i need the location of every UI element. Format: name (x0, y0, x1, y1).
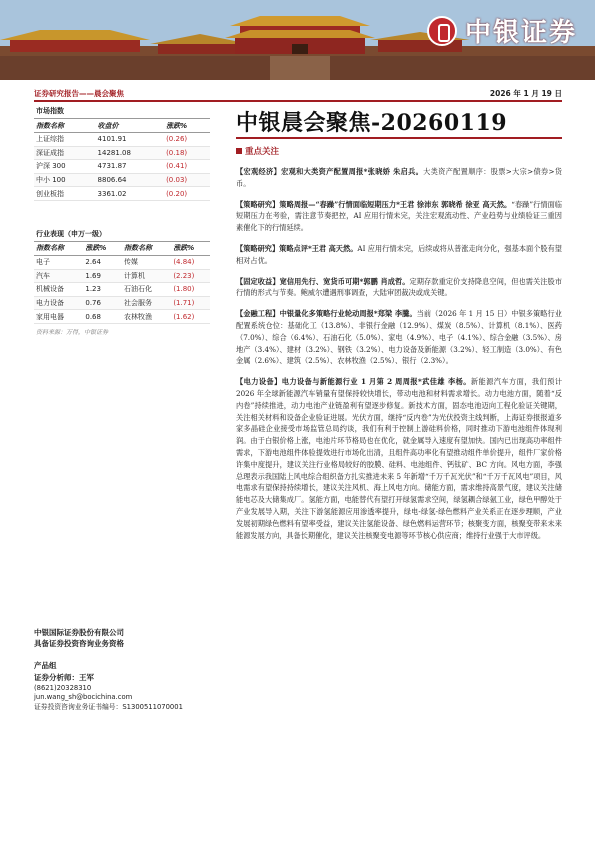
table-row (34, 133, 210, 147)
index-change: (0.20) (164, 187, 210, 201)
brand (427, 12, 577, 49)
product-group: 产品组 (34, 661, 57, 670)
table-row (34, 187, 210, 201)
industry-name: 电子 (34, 255, 83, 269)
market-index-table (34, 119, 210, 201)
item-lead[interactable]: 策略点评*王君 高天然。 (279, 243, 358, 253)
analyst-info (34, 673, 224, 712)
industry-change: 2.64 (83, 255, 122, 269)
item-body: 当前（2026 年 1 月 15 日）中银多策略行业配置系统仓位：基础化工（13.8%）、非银行金融（12.9%）、煤炭（8.5%）、计算机（8.1%）、医药（7.0%）、综合（6.4%）、石油石化（5.0%）、家电（4.9%）、电子（4.1%）、综合金融（3.5%）、房地产（3.4%）、建材（3.2%）、钢铁（3.2%）、电力设备及新能源（3.2%）、轻工制造（3.0%）、有色金属（2.6%）、建筑（2.5%）、农林牧渔（2.5%）、银行（2.3%）。 (236, 309, 562, 366)
header-banner (0, 0, 595, 80)
list-item (236, 199, 562, 234)
index-close: 14281.08 (96, 146, 165, 160)
index-name: 创业板指 (34, 187, 96, 201)
industry-change: 0.68 (83, 310, 122, 324)
item-tag: 【固定收益】 (236, 276, 280, 286)
report-header (34, 88, 562, 100)
industry-change: 1.23 (83, 283, 122, 297)
list-item (236, 243, 562, 267)
column-header: 涨跌% (171, 242, 210, 256)
column-header: 指数名称 (34, 242, 83, 256)
bank-of-china-logo-icon (427, 16, 457, 46)
index-close: 8806.64 (96, 173, 165, 187)
item-lead[interactable]: 策略周报—“春躁”行情面临短期压力*王君 徐沛东 郭晓希 徐亚 高天然。 (279, 199, 512, 209)
industry-name: 农林牧渔 (122, 310, 171, 324)
analyst-cert: 证券投资咨询业务证书编号：S1300511070001 (34, 702, 183, 711)
item-tag: 【金融工程】 (236, 309, 280, 319)
item-body: “春躁”行情面临短期压力在考验，需注意节奏把控，AI 应用行情未完，关注宏观流动性、产业趋势与业绩验证三重因素催化下的行情延续。 (236, 199, 562, 233)
analyst-email[interactable]: jun.wang_sh@bocichina.com (34, 693, 133, 701)
index-change: (0.03) (164, 173, 210, 187)
index-name: 上证综指 (34, 133, 96, 147)
header-divider (34, 100, 562, 102)
industry-change: 0.76 (83, 296, 122, 310)
column-header: 指数名称 (34, 119, 96, 133)
table-header-row (34, 242, 210, 256)
title-divider (236, 137, 562, 139)
index-change: (0.18) (164, 146, 210, 160)
index-close: 4731.87 (96, 160, 165, 174)
report-type: 证券研究报告——晨会聚焦 (34, 89, 124, 98)
table-row (34, 310, 210, 324)
table-row (34, 296, 210, 310)
highlights-list (236, 166, 562, 550)
column-header: 涨跌% (83, 242, 122, 256)
item-tag: 【电力设备】 (236, 377, 282, 387)
list-item (236, 166, 562, 190)
industry-title: 行业表现（申万一级） (34, 227, 210, 242)
industry-change: (4.84) (171, 255, 210, 269)
index-name: 深证成指 (34, 146, 96, 160)
item-tag: 【策略研究】 (236, 243, 280, 253)
item-lead[interactable]: 宏观和大类资产配置周报*张晓娇 朱启兵。 (281, 167, 424, 176)
section-heading (236, 145, 279, 157)
table-row (34, 269, 210, 283)
industry-change: (2.23) (171, 269, 210, 283)
industry-change: (1.80) (171, 283, 210, 297)
index-change: (0.41) (164, 160, 210, 174)
industry-name: 传媒 (122, 255, 171, 269)
index-close: 4101.91 (96, 133, 165, 147)
index-close: 3361.02 (96, 187, 165, 201)
list-item (236, 376, 562, 541)
data-source: 资料来源：万得，中银证券 (36, 328, 109, 336)
industry-table (34, 242, 210, 324)
item-body: AI 应用行情未完，后续或将从普涨走向分化，强基本面个股有望相对占优。 (236, 243, 562, 265)
industry-change: 1.69 (83, 269, 122, 283)
item-lead[interactable]: 电力设备与新能源行业 1 月第 2 周周报*武佳雄 李杨。 (281, 377, 471, 387)
section-title: 重点关注 (245, 147, 280, 157)
item-tag: 【宏观经济】 (236, 167, 282, 176)
analyst-name: 证券分析师：王军 (34, 673, 94, 682)
industry-change: (1.62) (171, 310, 210, 324)
company-name: 中银国际证券股份有限公司 (34, 628, 124, 637)
brand-name: 中银证券 (464, 18, 577, 48)
sidebar (34, 104, 210, 339)
market-index-title: 市场指数 (34, 104, 210, 119)
column-header: 指数名称 (122, 242, 171, 256)
item-body: 新能源汽车方面，我们预计 2026 年全球新能源汽车销量有望保持较快增长，带动电池和材料需求增长。动力电池方面，随着“反内卷”持续推进，动力电池产业链盈利有望逐步修复。新技术方面，固态电池迈向工程化验证关键期，关注相关材料和设备企业验证进展。光伏方面，继持“反内卷”为光伏投资主线判断，上海证券报报道多家多晶硅企业接受市场监管总局约谈，我们有利于控制上游硅料价格，同时推动下游电池组件体现利润。由于白银价格上涨，电池片环节格局也在优化，就金属导入速度有望加快。国内已出现高功率组件需求，下游电池组件体验提效进行市场化出清，且组件高功率化有望推动组件单价提升，组件厂家价格许集中度提升，建议关注行业格局较好的胶膜、硅料、电池组件、钙钛矿、BC 方向。风电方面，李强总理表示我国陆上风电综合组织备方扎实推进未来 5 年新增“千万千瓦光伏”和“千万千瓦风电”项目，风电需求有望保持持续增长，建议关注风机、海上风电方向。储能方面，需求维持高景气度，建议关注储能电芯及大储集成厂。氢能方面，电能替代有望打开绿氢需求空间，绿氢耦合绿氨工业，绿色甲醇处于产业发展导入期，关注下游氢能源应用渗透率提升，绿电-绿氢-绿色燃料产业关系正在逐步理顺，产业发展初期绿色燃料有望率受益，建议关注氢能设备、绿色燃料运营环节；核聚变方面，核聚变带来未来能源发展方向，具备长期催化，建议关注核聚变电源等环节核心供应商；维持行业强于大市评级。 (236, 377, 562, 540)
industry-change: (1.71) (171, 296, 210, 310)
industry-name: 计算机 (122, 269, 171, 283)
industry-name: 机械设备 (34, 283, 83, 297)
industry-name: 汽车 (34, 269, 83, 283)
item-body: 大类资产配置顺序：股票>大宗>债券>货币。 (236, 167, 562, 188)
industry-name: 电力设备 (34, 296, 83, 310)
item-lead[interactable]: 中银量化多策略行业轮动周报*郑梁 李騰。 (279, 309, 417, 319)
company-info (34, 627, 210, 649)
item-body: 定期存款重定价支持降息空间，但也需关注股市行情的形式与节奏。鲍威尔遭遇刑事调查，大陆审团裁决或成关键。 (236, 276, 562, 298)
index-name: 沪深 300 (34, 160, 96, 174)
analyst-phone: (8621)20328310 (34, 683, 92, 692)
column-header: 收盘价 (96, 119, 165, 133)
table-row (34, 146, 210, 160)
company-qualification: 具备证券投资咨询业务资格 (34, 639, 124, 648)
bullet-square-icon (236, 148, 242, 154)
table-header-row (34, 119, 210, 133)
table-row (34, 283, 210, 297)
list-item (236, 308, 562, 367)
table-row (34, 255, 210, 269)
table-row (34, 173, 210, 187)
report-date: 2026 年 1 月 19 日 (489, 89, 562, 98)
industry-name: 石油石化 (122, 283, 171, 297)
page-title: 中银晨会聚焦-20260119 (236, 110, 508, 136)
list-item (236, 276, 562, 300)
item-tag: 【策略研究】 (236, 199, 280, 209)
item-lead[interactable]: 宽信用先行、宽货币可期*郭鹏 肖成哲。 (279, 276, 410, 286)
industry-name: 家用电器 (34, 310, 83, 324)
industry-name: 社会服务 (122, 296, 171, 310)
column-header: 涨跌% (164, 119, 210, 133)
table-row (34, 160, 210, 174)
index-name: 中小 100 (34, 173, 96, 187)
index-change: (0.26) (164, 133, 210, 147)
